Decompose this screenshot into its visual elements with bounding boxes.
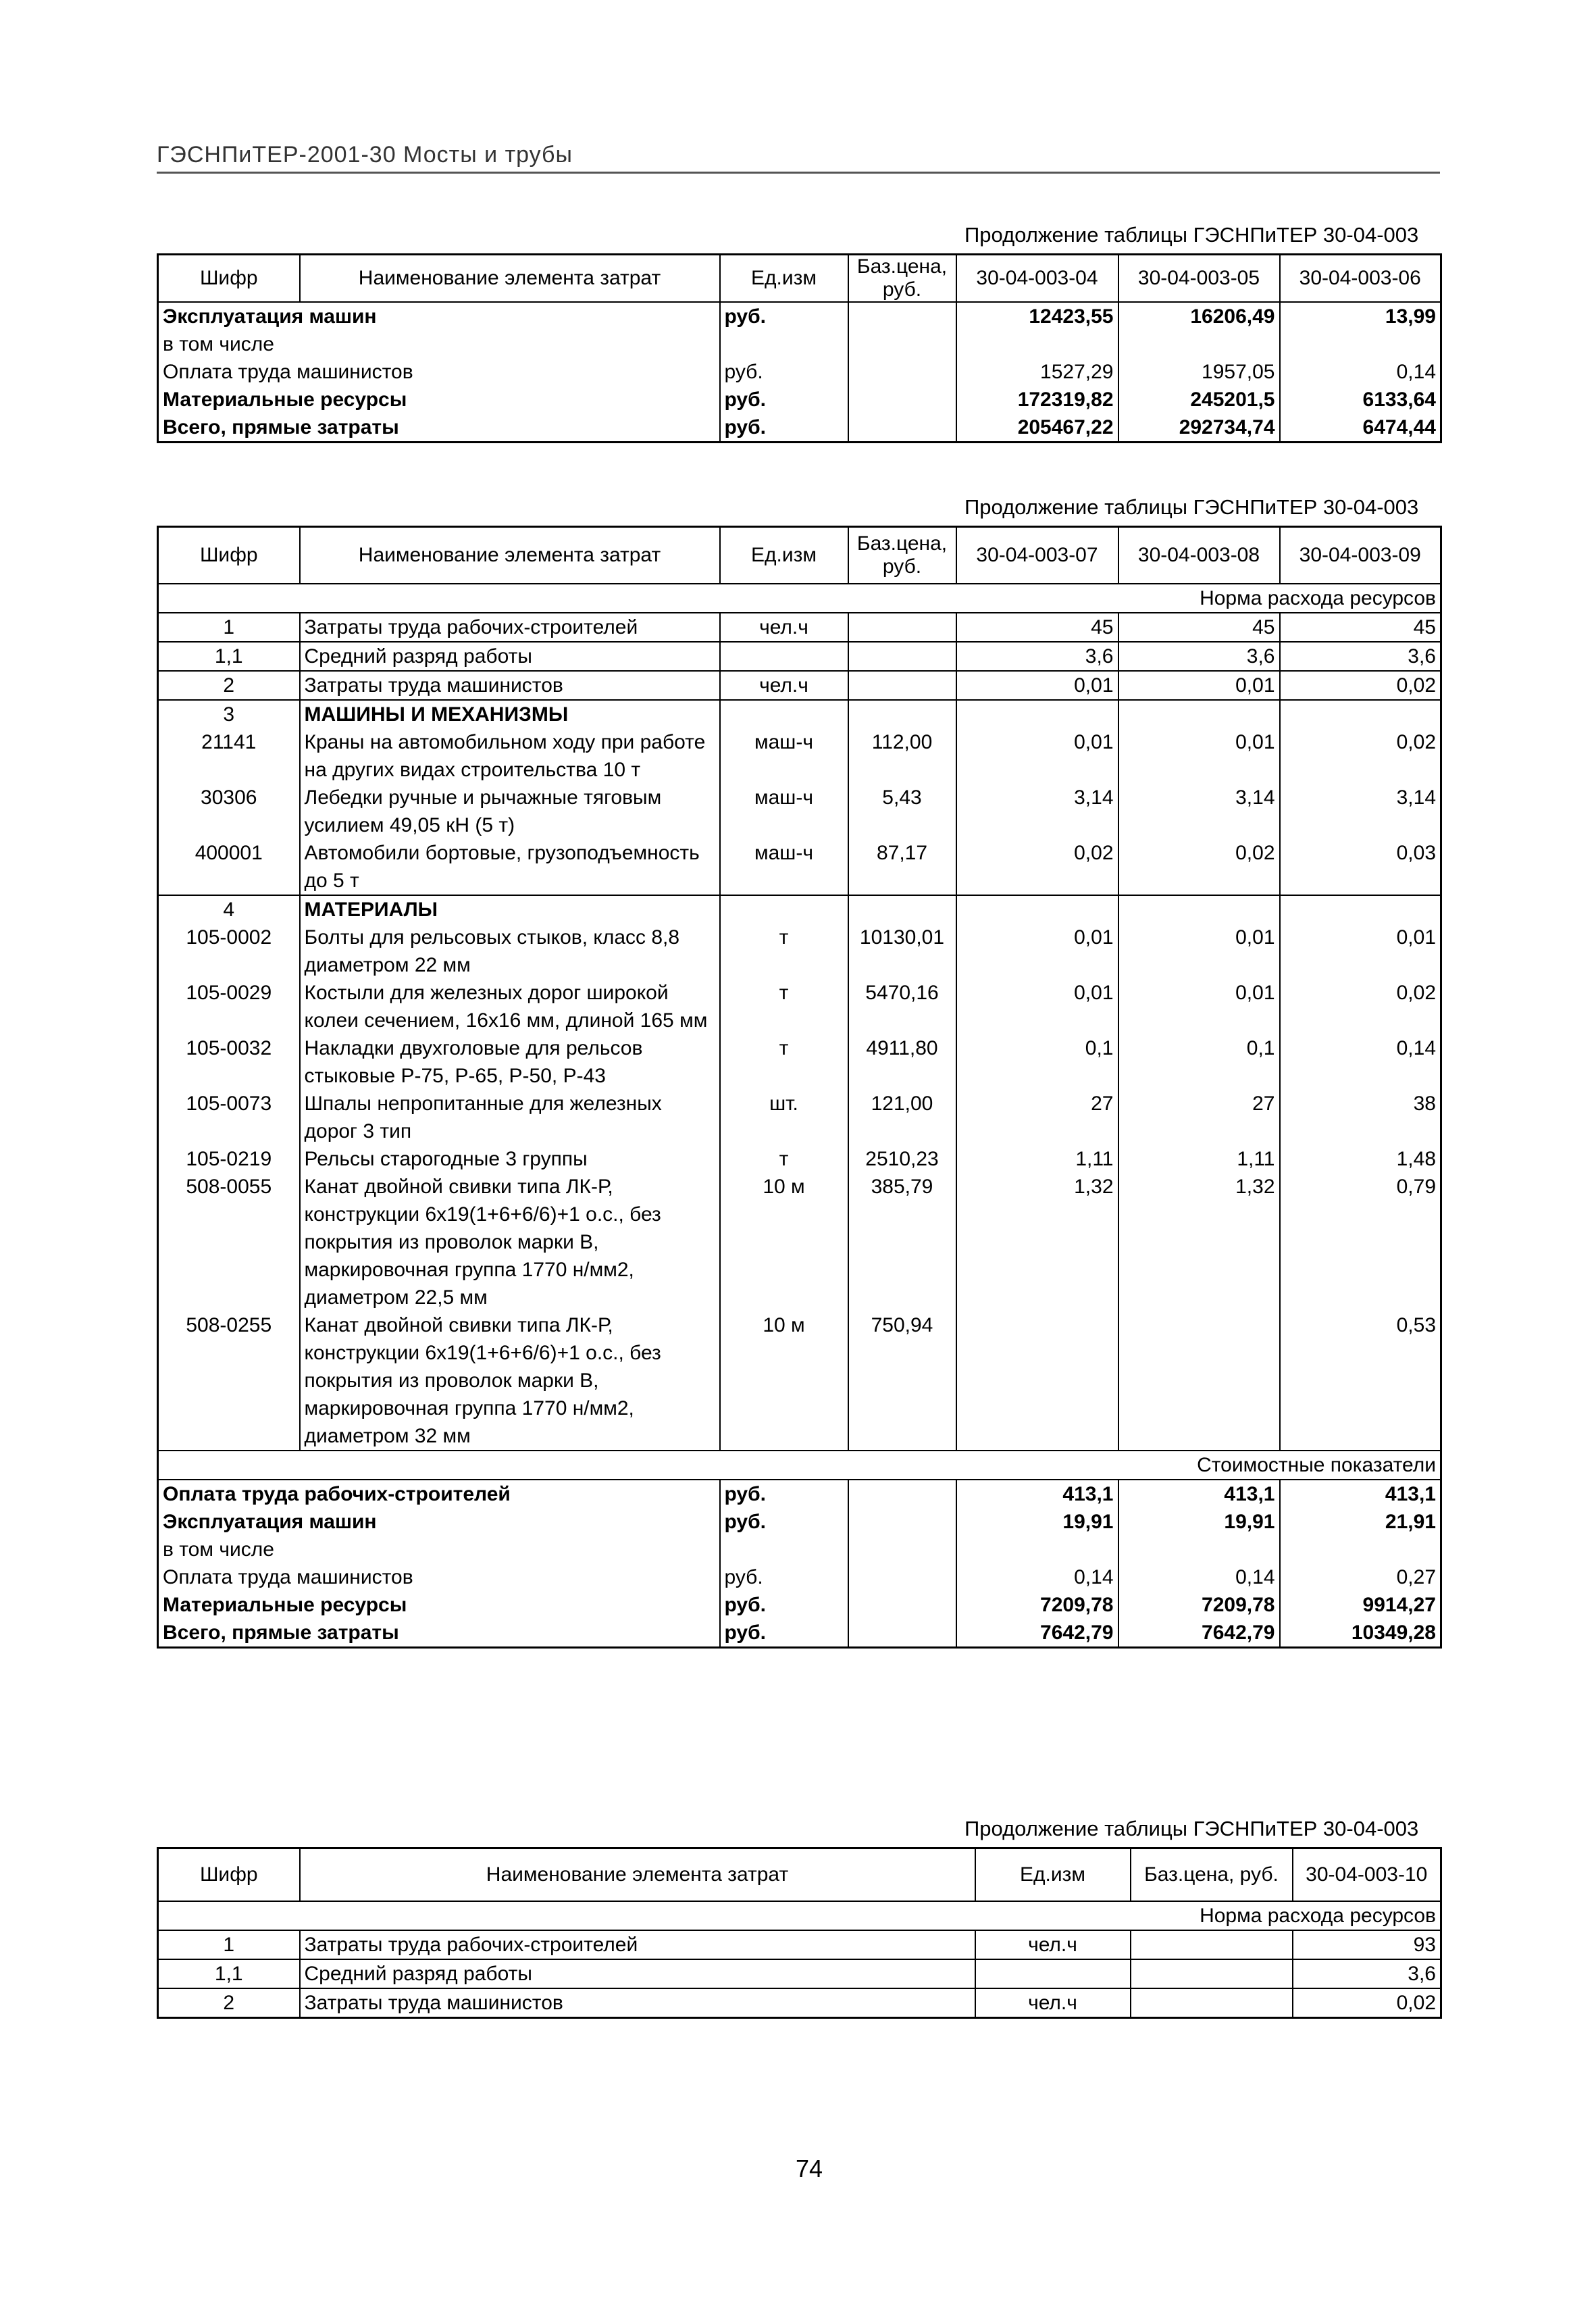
row-unit [720,1536,848,1563]
table-row [158,1988,1441,2018]
row-value: 0,01 [1118,979,1280,1034]
col-code-header: Шифр [158,527,300,584]
row-price [848,642,956,671]
header-rule [157,172,1440,174]
row-name: Эксплуатация машин [158,302,720,330]
table-row [158,1536,1441,1563]
row-code: 2 [158,1988,300,2018]
row-name: Оплата труда машинистов [158,358,720,386]
table1 [157,253,1442,443]
row-value: 27 [1118,1090,1280,1145]
row-value: 205467,22 [956,413,1118,443]
row-unit: чел.ч [975,1988,1131,2018]
row-value: 413,1 [956,1480,1118,1508]
row-value: 45 [956,613,1118,642]
table-row [158,784,1441,839]
row-value: 0,27 [1280,1563,1441,1591]
row-code: 3 [158,700,300,728]
row-value: 172319,82 [956,386,1118,413]
row-value: 0,14 [1280,358,1441,386]
row-unit: руб. [720,1619,848,1648]
row-value: 0,01 [956,924,1118,979]
row-unit: руб. [720,413,848,443]
row-code: 105-0032 [158,1034,300,1090]
row-value: 13,99 [1280,302,1441,330]
table-row [158,642,1441,671]
row-value: 0,02 [1280,671,1441,700]
row-unit [720,642,848,671]
norm-section-label: Норма расхода ресурсов [158,584,1441,613]
table-row [158,1145,1441,1173]
row-value [1280,330,1441,358]
row-name: Канат двойной свивки типа ЛК-Р, конструкции 6х19(1+6+6/6)+1 о.с., без покрытия из проволок марки В, маркировочная группа 1770 н/мм2, диаметром 32 мм [300,1311,720,1451]
row-unit: чел.ч [975,1930,1131,1959]
row-code: 1,1 [158,1959,300,1988]
table-row [158,839,1441,895]
row-unit [720,895,848,924]
col-name-header: Наименование элемента затрат [300,1848,975,1901]
row-unit: т [720,979,848,1034]
row-value: 9914,27 [1280,1591,1441,1619]
row-unit: т [720,1145,848,1173]
table-row [158,895,1441,924]
row-price [848,700,956,728]
row-value: 1,48 [1280,1145,1441,1173]
row-value: 1,11 [956,1145,1118,1173]
row-value: 0,01 [956,671,1118,700]
row-value: 0,02 [1118,839,1280,895]
row-code: 400001 [158,839,300,895]
row-price [848,1480,956,1508]
row-unit [720,700,848,728]
row-price [1131,1988,1293,2018]
row-price [848,613,956,642]
row-name: Эксплуатация машин [158,1508,720,1536]
row-unit: чел.ч [720,613,848,642]
row-price [848,895,956,924]
row-value: 7209,78 [956,1591,1118,1619]
row-value [1280,1536,1441,1563]
row-value: 413,1 [1118,1480,1280,1508]
row-code: 30306 [158,784,300,839]
row-price: 2510,23 [848,1145,956,1173]
row-unit: т [720,924,848,979]
table-row [158,1930,1441,1959]
row-name: Затраты труда рабочих-строителей [300,1930,975,1959]
row-name: Затраты труда машинистов [300,1988,975,2018]
row-unit: руб. [720,302,848,330]
row-price [848,1563,956,1591]
row-value [1118,330,1280,358]
row-value: 3,14 [1280,784,1441,839]
row-value: 0,14 [1118,1563,1280,1591]
row-value [956,1536,1118,1563]
row-unit: 10 м [720,1173,848,1311]
row-value: 93 [1293,1930,1441,1959]
row-value: 16206,49 [1118,302,1280,330]
col-code-header: Шифр [158,1848,300,1901]
row-value: 0,02 [1280,728,1441,784]
col-header: 30-04-003-09 [1280,527,1441,584]
row-price: 87,17 [848,839,956,895]
col-price-header: Баз.цена, руб. [1131,1848,1293,1901]
row-name: Материальные ресурсы [158,386,720,413]
row-name: Средний разряд работы [300,1959,975,1988]
table-row [158,728,1441,784]
row-name: Рельсы старогодные 3 группы [300,1145,720,1173]
row-value: 1,11 [1118,1145,1280,1173]
row-name: Болты для рельсовых стыков, класс 8,8 диаметром 22 мм [300,924,720,979]
row-name: Накладки двухголовые для рельсов стыковые Р-75, Р-65, Р-50, Р-43 [300,1034,720,1090]
row-value: 21,91 [1280,1508,1441,1536]
row-value: 3,14 [1118,784,1280,839]
running-header: ГЭСНПиТЕР-2001-30 Мосты и трубы [157,142,573,168]
row-price: 5470,16 [848,979,956,1034]
row-value: 0,01 [1118,924,1280,979]
row-value: 38 [1280,1090,1441,1145]
table-row [158,330,1441,358]
row-unit: руб. [720,358,848,386]
row-name: в том числе [158,330,720,358]
table-row [158,671,1441,700]
table1-caption: Продолжение таблицы ГЭСНПиТЕР 30-04-003 [964,223,1419,247]
row-price: 750,94 [848,1311,956,1451]
row-name: Оплата труда рабочих-строителей [158,1480,720,1508]
table3-caption: Продолжение таблицы ГЭСНПиТЕР 30-04-003 [964,1817,1419,1840]
row-name: Краны на автомобильном ходу при работе на других видах строительства 10 т [300,728,720,784]
table-row [158,1508,1441,1536]
row-name: Оплата труда машинистов [158,1563,720,1591]
row-price [1131,1959,1293,1988]
row-code: 105-0073 [158,1090,300,1145]
row-value: 0,79 [1280,1173,1441,1311]
cost-section-label: Стоимостные показатели [158,1451,1441,1480]
row-name: Всего, прямые затраты [158,1619,720,1648]
row-price [848,1591,956,1619]
row-value: 0,01 [956,979,1118,1034]
row-unit: руб. [720,1591,848,1619]
col-name-header: Наименование элемента затрат [300,255,720,303]
col-header: 30-04-003-05 [1118,255,1280,303]
row-unit: руб. [720,386,848,413]
row-value: 7209,78 [1118,1591,1280,1619]
table-row [158,1959,1441,1988]
row-name: Лебедки ручные и рычажные тяговым усилием 49,05 кН (5 т) [300,784,720,839]
row-price: 112,00 [848,728,956,784]
row-code: 2 [158,671,300,700]
row-value [1118,700,1280,728]
row-value [956,1311,1118,1451]
row-value: 0,53 [1280,1311,1441,1451]
row-code: 105-0029 [158,979,300,1034]
row-unit: руб. [720,1480,848,1508]
row-name: Канат двойной свивки типа ЛК-Р, конструкции 6х19(1+6+6/6)+1 о.с., без покрытия из проволок марки В, маркировочная группа 1770 н/мм2, диаметром 22,5 мм [300,1173,720,1311]
col-price-header: Баз.цена, руб. [848,255,956,303]
row-name: Затраты труда рабочих-строителей [300,613,720,642]
row-price: 10130,01 [848,924,956,979]
norm-section-label: Норма расхода ресурсов [158,1901,1441,1930]
table-row [158,924,1441,979]
table-row [158,302,1441,330]
row-code: 1,1 [158,642,300,671]
table-row [158,1619,1441,1648]
row-unit: чел.ч [720,671,848,700]
row-value: 0,02 [1280,979,1441,1034]
table2-caption: Продолжение таблицы ГЭСНПиТЕР 30-04-003 [964,495,1419,519]
row-value: 0,1 [956,1034,1118,1090]
row-value: 7642,79 [1118,1619,1280,1648]
row-price [848,671,956,700]
col-unit-header: Ед.изм [975,1848,1131,1901]
row-code: 105-0219 [158,1145,300,1173]
col-price-header: Баз.цена, руб. [848,527,956,584]
row-name: Всего, прямые затраты [158,413,720,443]
row-price [848,413,956,443]
col-unit-header: Ед.изм [720,255,848,303]
table-row [158,1480,1441,1508]
table-row [158,979,1441,1034]
table-row [158,700,1441,728]
row-value: 0,01 [956,728,1118,784]
row-price [848,1508,956,1536]
row-unit [975,1959,1131,1988]
row-price: 5,43 [848,784,956,839]
col-code-header: Шифр [158,255,300,303]
row-price [848,358,956,386]
row-price [848,302,956,330]
row-name: Костыли для железных дорог широкой колеи сечением, 16х16 мм, длиной 165 мм [300,979,720,1034]
row-code: 1 [158,1930,300,1959]
row-unit: руб. [720,1508,848,1536]
row-value: 0,01 [1118,671,1280,700]
row-value: 19,91 [956,1508,1118,1536]
row-code: 4 [158,895,300,924]
row-value: 0,02 [956,839,1118,895]
table3 [157,1847,1442,2019]
table-row [158,1034,1441,1090]
table-row [158,1090,1441,1145]
row-name: Автомобили бортовые, грузоподъемность до 5 т [300,839,720,895]
row-price [1131,1930,1293,1959]
row-value: 12423,55 [956,302,1118,330]
row-value [1280,895,1441,924]
row-price [848,1619,956,1648]
row-name: МАТЕРИАЛЫ [300,895,720,924]
row-unit: маш-ч [720,728,848,784]
col-header: 30-04-003-06 [1280,255,1441,303]
row-name: Материальные ресурсы [158,1591,720,1619]
row-value [1118,1536,1280,1563]
row-code: 508-0055 [158,1173,300,1311]
table-row [158,386,1441,413]
row-value: 7642,79 [956,1619,1118,1648]
row-value: 6133,64 [1280,386,1441,413]
row-value: 27 [956,1090,1118,1145]
row-value: 10349,28 [1280,1619,1441,1648]
row-unit: 10 м [720,1311,848,1451]
table-row [158,1591,1441,1619]
row-price: 385,79 [848,1173,956,1311]
table-row [158,1311,1441,1451]
row-price [848,1536,956,1563]
row-value: 1,32 [1118,1173,1280,1311]
table-row [158,358,1441,386]
row-value: 0,14 [956,1563,1118,1591]
row-value: 6474,44 [1280,413,1441,443]
row-value [956,895,1118,924]
row-value: 245201,5 [1118,386,1280,413]
row-unit: шт. [720,1090,848,1145]
row-value: 0,02 [1293,1988,1441,2018]
row-name: Шпалы непропитанные для железных дорог 3 тип [300,1090,720,1145]
row-name: в том числе [158,1536,720,1563]
row-value: 45 [1280,613,1441,642]
row-value [956,330,1118,358]
col-header: 30-04-003-10 [1293,1848,1441,1901]
row-value: 19,91 [1118,1508,1280,1536]
col-header: 30-04-003-07 [956,527,1118,584]
col-unit-header: Ед.изм [720,527,848,584]
row-unit: руб. [720,1563,848,1591]
table-row [158,613,1441,642]
row-code: 1 [158,613,300,642]
row-value: 1,32 [956,1173,1118,1311]
row-unit: т [720,1034,848,1090]
row-value: 0,03 [1280,839,1441,895]
row-price [848,386,956,413]
row-value [956,700,1118,728]
row-unit: маш-ч [720,784,848,839]
row-value: 3,14 [956,784,1118,839]
row-value: 45 [1118,613,1280,642]
col-header: 30-04-003-04 [956,255,1118,303]
row-value: 292734,74 [1118,413,1280,443]
table2 [157,526,1442,1649]
row-value: 3,6 [1280,642,1441,671]
row-code: 508-0255 [158,1311,300,1451]
row-name: Затраты труда машинистов [300,671,720,700]
table-row [158,1563,1441,1591]
col-name-header: Наименование элемента затрат [300,527,720,584]
row-code: 105-0002 [158,924,300,979]
row-value: 413,1 [1280,1480,1441,1508]
row-value: 3,6 [1293,1959,1441,1988]
row-value: 1957,05 [1118,358,1280,386]
row-value: 3,6 [1118,642,1280,671]
row-value [1118,895,1280,924]
table-row [158,1173,1441,1311]
row-name: Средний разряд работы [300,642,720,671]
row-name: МАШИНЫ И МЕХАНИЗМЫ [300,700,720,728]
row-value: 0,01 [1280,924,1441,979]
col-header: 30-04-003-08 [1118,527,1280,584]
row-value: 1527,29 [956,358,1118,386]
row-unit [720,330,848,358]
row-price: 121,00 [848,1090,956,1145]
row-value [1280,700,1441,728]
row-price: 4911,80 [848,1034,956,1090]
row-value: 0,14 [1280,1034,1441,1090]
table-row [158,413,1441,443]
row-unit: маш-ч [720,839,848,895]
row-value [1118,1311,1280,1451]
row-value: 0,1 [1118,1034,1280,1090]
row-price [848,330,956,358]
page-number: 74 [796,2155,823,2182]
row-value: 0,01 [1118,728,1280,784]
row-code: 21141 [158,728,300,784]
row-value: 3,6 [956,642,1118,671]
